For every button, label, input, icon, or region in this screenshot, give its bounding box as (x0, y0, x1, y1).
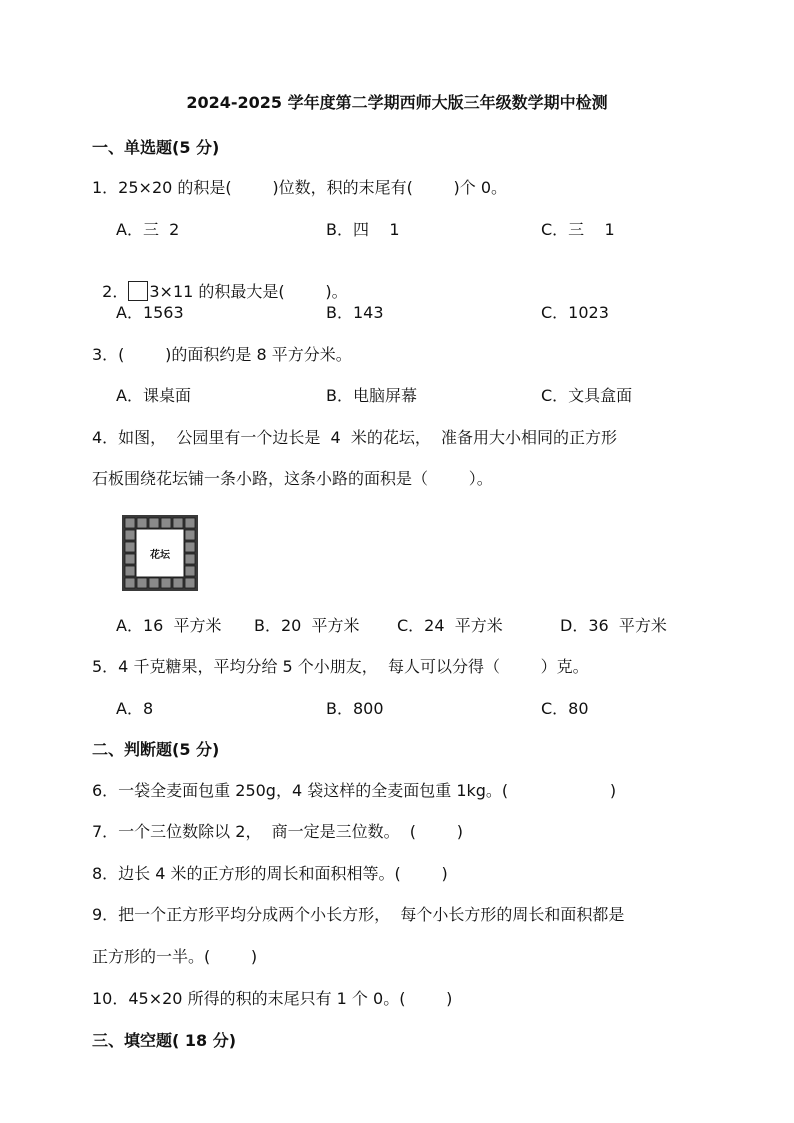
flowerbed-figure (122, 515, 198, 591)
question-1: 1．25×20 的积是( )位数，积的末尾有( )个 0。 (92, 178, 508, 197)
q4-option-c: C．24 平方米 (397, 616, 503, 635)
q5-option-b: B．800 (326, 699, 384, 718)
paving-tile (173, 578, 183, 588)
paving-tile (185, 542, 195, 552)
q2-option-a: A．1563 (116, 303, 184, 322)
q2-option-b: B．143 (326, 303, 384, 322)
question-9-line-2: 正方形的一半。( ) (92, 947, 258, 966)
q4-option-d: D．36 平方米 (560, 616, 667, 635)
paving-tile (137, 578, 147, 588)
paving-tile (137, 518, 147, 528)
paving-tile (173, 518, 183, 528)
paving-tile (185, 530, 195, 540)
q1-option-a: A．三 2 (116, 220, 180, 239)
question-7: 7．一个三位数除以 2， 商一定是三位数。 ( ) (92, 822, 463, 841)
q1-option-c: C．三 1 (541, 220, 615, 239)
q4-option-b: B．20 平方米 (254, 616, 360, 635)
paving-tile (125, 566, 135, 576)
q2-option-c: C．1023 (541, 303, 609, 322)
question-4-line-2: 石板围绕花坛铺一条小路，这条小路的面积是（ ）。 (92, 469, 493, 488)
question-8: 8．边长 4 米的正方形的周长和面积相等。( ) (92, 864, 448, 883)
paving-tile (125, 578, 135, 588)
paving-tile (185, 566, 195, 576)
paving-tile (125, 554, 135, 564)
section-fill-in: 三、填空题( 18 分) (92, 1031, 237, 1050)
section-true-false: 二、判断题(5 分) (92, 740, 220, 759)
q3-option-a: A．课桌面 (116, 386, 191, 405)
q1-option-b: B．四 1 (326, 220, 400, 239)
q4-option-a: A．16 平方米 (116, 616, 222, 635)
q5-option-a: A．8 (116, 699, 154, 718)
paving-tile (185, 518, 195, 528)
section-single-choice: 一、单选题(5 分) (92, 138, 220, 157)
question-3: 3．( )的面积约是 8 平方分米。 (92, 345, 352, 364)
paving-tile (149, 518, 159, 528)
paving-tile (161, 578, 171, 588)
question-4-line-1: 4．如图， 公园里有一个边长是 4 米的花坛， 准备用大小相同的正方形 (92, 428, 618, 447)
q2-blank-box (128, 281, 148, 301)
q2-text: 3×11 的积最大是( )。 (149, 282, 348, 301)
question-6: 6．一袋全麦面包重 250g，4 袋这样的全麦面包重 1kg。( ) (92, 781, 617, 800)
paving-tile (125, 530, 135, 540)
paving-tile (185, 554, 195, 564)
paving-tile (125, 518, 135, 528)
q2-number: 2． (102, 282, 129, 301)
q3-option-c: C．文具盒面 (541, 386, 633, 405)
paving-tile (161, 518, 171, 528)
question-9-line-1: 9．把一个正方形平均分成两个小长方形， 每个小长方形的周长和面积都是 (92, 905, 625, 924)
paving-tile (185, 578, 195, 588)
flowerbed-label: 花坛 (150, 550, 170, 561)
flowerbed-diagram (122, 515, 198, 591)
q3-option-b: B．电脑屏幕 (326, 386, 417, 405)
paving-tile (125, 542, 135, 552)
q5-option-c: C．80 (541, 699, 589, 718)
paving-tile (149, 578, 159, 588)
question-2 (92, 261, 348, 302)
document-title: 2024-2025 学年度第二学期西师大版三年级数学期中检测 (186, 93, 608, 112)
question-10: 10．45×20 所得的积的末尾只有 1 个 0。( ) (92, 989, 453, 1008)
question-5: 5．4 千克糖果，平均分给 5 个小朋友， 每人可以分得（ ）克。 (92, 657, 589, 676)
